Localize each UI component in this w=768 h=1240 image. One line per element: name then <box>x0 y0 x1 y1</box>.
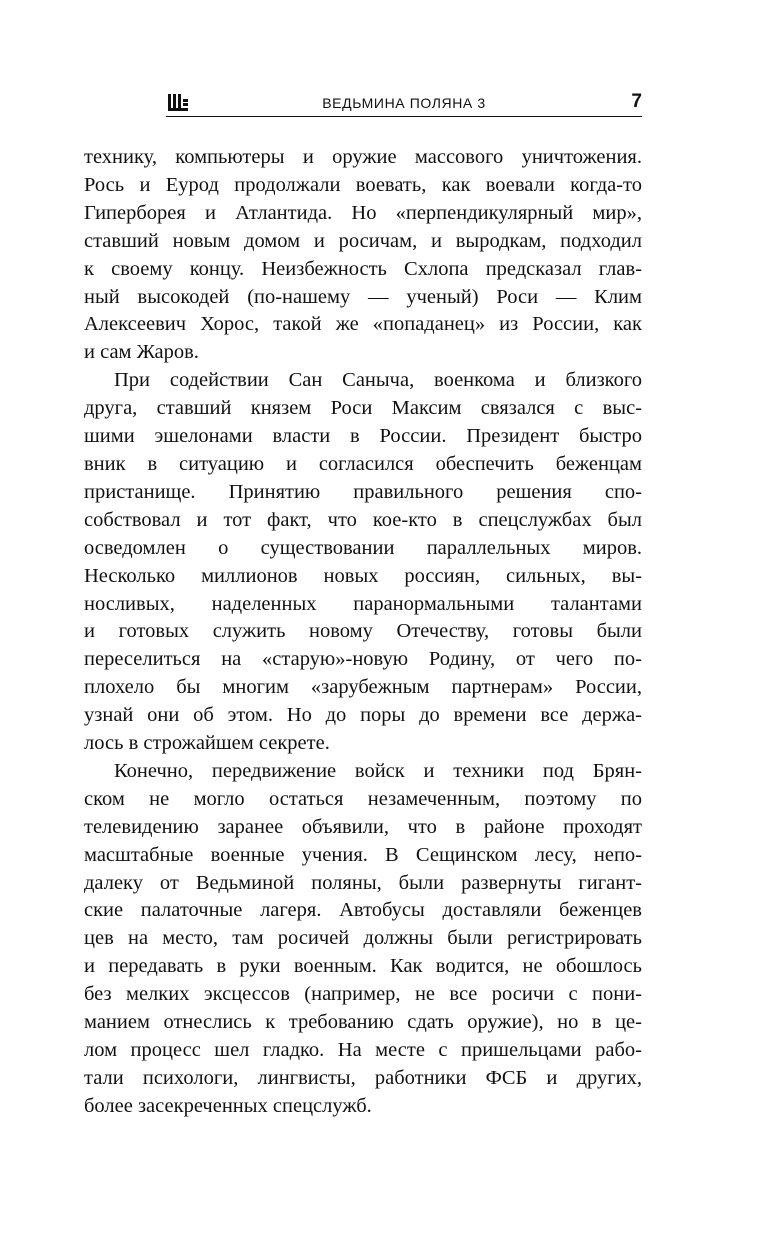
text-line: и готовых служить новому Отечеству, готовы были <box>84 620 642 643</box>
text-line: цев на место, там росичей должны были регистрировать <box>84 927 642 950</box>
text-line: далеку от Ведьминой поляны, были развернуты гигант- <box>84 871 642 894</box>
text-line: собствовал и тот факт, что кое-кто в спецслужбах был <box>84 508 642 531</box>
text-line: ском не могло остаться незамеченным, поэтому по <box>84 787 642 810</box>
text-line: к своему концу. Неизбежность Схлопа предсказал глав- <box>84 257 642 280</box>
text-line: Рось и Еурод продолжали воевать, как воевали когда-то <box>84 173 642 196</box>
text-line: пристанище. Принятию правильного решения спо- <box>84 480 642 503</box>
text-line: телевидению заранее объявили, что в районе проходят <box>84 815 642 838</box>
text-line: осведомлен о существовании параллельных миров. <box>84 536 642 559</box>
text-line: узнай они об этом. Но до поры до времени все держа- <box>84 704 642 727</box>
page-number: 7 <box>631 91 642 112</box>
text-line: и передавать в руки военным. Как водится, не обошлось <box>84 955 642 978</box>
text-line: друга, ставший князем Роси Максим связался с выс- <box>84 397 642 420</box>
text-line: технику, компьютеры и оружие массового уничтожения. <box>84 146 642 168</box>
text-line: вник в ситуацию и согласился обеспечить беженцам <box>84 452 642 475</box>
text-line: манием отнеслись к требованию сдать оружие), но в це- <box>84 1011 642 1034</box>
text-line: масштабные военные учения. В Сещинском лесу, непо- <box>84 843 642 866</box>
text-line: тали психологи, лингвисты, работники ФСБ и других, <box>84 1066 642 1089</box>
text-line: переселиться на «старую»-новую Родину, от чего по- <box>84 648 642 671</box>
text-line: плохело бы многим «зарубежным партнерам» России, <box>84 676 642 699</box>
text-line: При содействии Сан Саныча, военкома и близкого <box>114 369 642 392</box>
text-line: шими эшелонами власти в России. Президент быстро <box>84 425 642 448</box>
text-line: без мелких эксцессов (например, не все росичи с пони- <box>84 983 642 1006</box>
text-line: ный высокодей (по-нашему — ученый) Роси — Клим <box>84 285 642 308</box>
text-line: лось в строжайшем секрете. <box>84 732 330 755</box>
text-line: носливых, наделенных паранормальными талантами <box>84 592 642 615</box>
body-text <box>84 144 642 1121</box>
paragraph-1 <box>84 144 642 367</box>
text-line: ские палаточные лагеря. Автобусы доставляли беженцев <box>84 899 642 922</box>
text-line: и сам Жаров. <box>84 341 199 364</box>
page-header <box>166 92 642 117</box>
text-line: Несколько миллионов новых россиян, сильных, вы- <box>84 564 642 587</box>
text-line: Алексеевич Хорос, такой же «попаданец» из России, как <box>84 313 642 336</box>
running-title: ВЕДЬМИНА ПОЛЯНА 3 <box>322 95 486 111</box>
paragraph-2 <box>84 367 642 758</box>
text-line: более засекреченных спецслужб. <box>84 1094 372 1117</box>
text-line: ставший новым домом и росичам, и выродкам, подходил <box>84 229 642 252</box>
text-line: Конечно, передвижение войск и техники под Брян- <box>114 759 642 782</box>
paragraph-3 <box>84 758 642 1121</box>
text-line: Гиперборея и Атлантида. Но «перпендикулярный мир», <box>84 201 642 224</box>
text-line: лом процесс шел гладко. На месте с пришельцами рабо- <box>84 1039 642 1061</box>
